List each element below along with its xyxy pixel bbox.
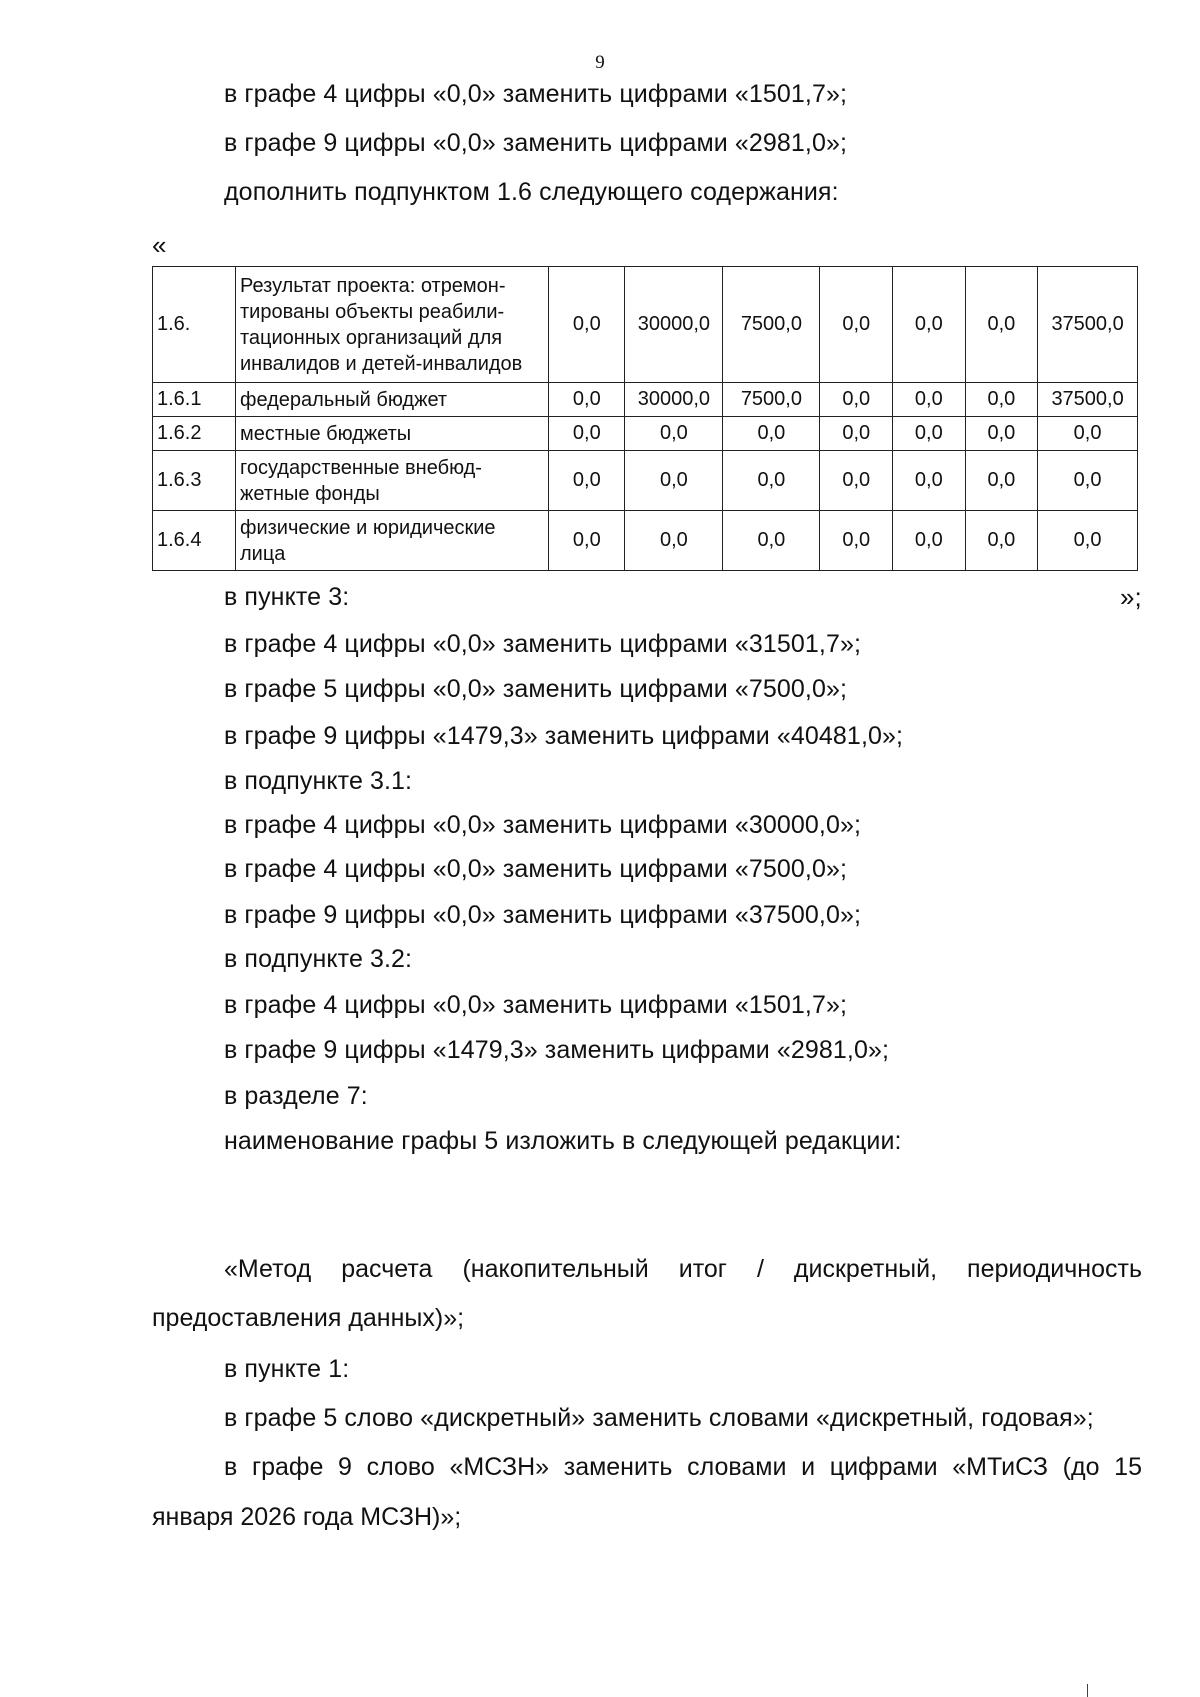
row-name-line: государственные внебюд- bbox=[239, 456, 482, 479]
value-cell: 0,0 bbox=[965, 383, 1038, 417]
value-cell: 0,0 bbox=[893, 451, 966, 511]
value-cell: 0,0 bbox=[723, 451, 820, 511]
row-name bbox=[235, 417, 548, 451]
paragraph-replace-col9: в графе 9 цифры «0,0» заменить цифрами «2981,0»; bbox=[224, 129, 848, 157]
paragraph-item3-col5: в графе 5 цифры «0,0» заменить цифрами «7500,0»; bbox=[224, 675, 848, 703]
value-cell: 0,0 bbox=[549, 383, 625, 417]
row-name-line: федеральный бюджет bbox=[239, 388, 448, 411]
value-cell: 30000,0 bbox=[625, 267, 723, 383]
method-paragraph-line1: «Метод расчета (накопительный итог / дискретный, периодичность bbox=[224, 1255, 1142, 1283]
row-name bbox=[235, 383, 548, 417]
value-cell: 0,0 bbox=[1038, 511, 1138, 571]
row-name-line: тационных организаций для bbox=[239, 326, 503, 349]
value-cell: 30000,0 bbox=[625, 383, 723, 417]
value-cell: 0,0 bbox=[625, 511, 723, 571]
paragraph-subitem-3-1: в подпункте 3.1: bbox=[224, 767, 413, 795]
paragraph-item-1: в пункте 1: bbox=[224, 1355, 350, 1383]
paragraph-subitem-3-2: в подпункте 3.2: bbox=[224, 945, 413, 973]
value-cell: 0,0 bbox=[549, 451, 625, 511]
method-paragraph-line2: предоставления данных)»; bbox=[152, 1304, 465, 1332]
row-code: 1.6.1 bbox=[153, 383, 236, 417]
paragraph-replace-col4: в графе 4 цифры «0,0» заменить цифрами «1501,7»; bbox=[224, 80, 848, 108]
row-name bbox=[235, 451, 548, 511]
row-name-line: местные бюджеты bbox=[239, 422, 412, 445]
value-cell: 0,0 bbox=[625, 417, 723, 451]
row-code: 1.6.2 bbox=[153, 417, 236, 451]
value-cell: 0,0 bbox=[893, 511, 966, 571]
row-name bbox=[235, 267, 548, 383]
page-number: 9 bbox=[595, 52, 605, 73]
value-cell: 0,0 bbox=[820, 383, 893, 417]
table-row bbox=[153, 451, 1138, 511]
row-name bbox=[235, 511, 548, 571]
paragraph-col5-name: наименование графы 5 изложить в следующей редакции: bbox=[224, 1127, 902, 1155]
paragraph-col5-word: в графе 5 слово «дискретный» заменить словами «дискретный, годовая»; bbox=[224, 1404, 1094, 1432]
scan-mark bbox=[1087, 1684, 1088, 1697]
value-cell: 37500,0 bbox=[1038, 267, 1138, 383]
value-cell: 0,0 bbox=[820, 267, 893, 383]
value-cell: 0,0 bbox=[965, 451, 1038, 511]
value-cell: 0,0 bbox=[723, 417, 820, 451]
paragraph-item-3: в пункте 3: bbox=[224, 583, 350, 611]
final-paragraph-line1: в графе 9 слово «МСЗН» заменить словами и цифрами «МТиСЗ (до 15 bbox=[224, 1453, 1142, 1481]
paragraph-item3-col4: в графе 4 цифры «0,0» заменить цифрами «31501,7»; bbox=[224, 630, 862, 658]
row-name-line: Результат проекта: отремон- bbox=[239, 274, 506, 297]
paragraph-sub32-col4: в графе 4 цифры «0,0» заменить цифрами «1501,7»; bbox=[224, 991, 848, 1019]
value-cell: 0,0 bbox=[965, 511, 1038, 571]
paragraph-section-7: в разделе 7: bbox=[224, 1082, 368, 1110]
value-cell: 0,0 bbox=[820, 511, 893, 571]
value-cell: 0,0 bbox=[625, 451, 723, 511]
paragraph-sub32-col9: в графе 9 цифры «1479,3» заменить цифрами «2981,0»; bbox=[224, 1036, 890, 1064]
row-name-line: инвалидов и детей-инвалидов bbox=[239, 352, 523, 375]
paragraph-add-subitem: дополнить подпунктом 1.6 следующего содержания: bbox=[224, 178, 839, 206]
value-cell: 0,0 bbox=[965, 267, 1038, 383]
closing-quote: »; bbox=[1120, 582, 1142, 612]
value-cell: 0,0 bbox=[549, 511, 625, 571]
value-cell: 0,0 bbox=[1038, 417, 1138, 451]
table-row bbox=[153, 417, 1138, 451]
paragraph-sub31-col9: в графе 9 цифры «0,0» заменить цифрами «37500,0»; bbox=[224, 901, 862, 929]
row-name-line: жетные фонды bbox=[239, 482, 380, 505]
budget-table bbox=[152, 266, 1138, 571]
value-cell: 0,0 bbox=[820, 417, 893, 451]
value-cell: 37500,0 bbox=[1038, 383, 1138, 417]
row-name-line: тированы объекты реабили- bbox=[239, 300, 505, 323]
table-row bbox=[153, 267, 1138, 383]
value-cell: 7500,0 bbox=[723, 267, 820, 383]
value-cell: 0,0 bbox=[1038, 451, 1138, 511]
table-row bbox=[153, 511, 1138, 571]
value-cell: 7500,0 bbox=[723, 383, 820, 417]
paragraph-sub31-col4: в графе 4 цифры «0,0» заменить цифрами «30000,0»; bbox=[224, 811, 862, 839]
value-cell: 0,0 bbox=[549, 267, 625, 383]
opening-quote: « bbox=[152, 230, 167, 260]
final-paragraph-line2: января 2026 года МСЗН)»; bbox=[152, 1503, 462, 1531]
paragraph-sub31-col4b: в графе 4 цифры «0,0» заменить цифрами «7500,0»; bbox=[224, 855, 848, 883]
row-name-line: физические и юридические bbox=[239, 516, 496, 539]
row-code: 1.6.3 bbox=[153, 451, 236, 511]
value-cell: 0,0 bbox=[893, 267, 966, 383]
value-cell: 0,0 bbox=[723, 511, 820, 571]
value-cell: 0,0 bbox=[820, 451, 893, 511]
row-code: 1.6. bbox=[153, 267, 236, 383]
value-cell: 0,0 bbox=[549, 417, 625, 451]
row-code: 1.6.4 bbox=[153, 511, 236, 571]
value-cell: 0,0 bbox=[965, 417, 1038, 451]
row-name-line: лица bbox=[239, 542, 286, 565]
table-row bbox=[153, 383, 1138, 417]
value-cell: 0,0 bbox=[893, 417, 966, 451]
value-cell: 0,0 bbox=[893, 383, 966, 417]
paragraph-item3-col9: в графе 9 цифры «1479,3» заменить цифрами «40481,0»; bbox=[224, 722, 904, 750]
